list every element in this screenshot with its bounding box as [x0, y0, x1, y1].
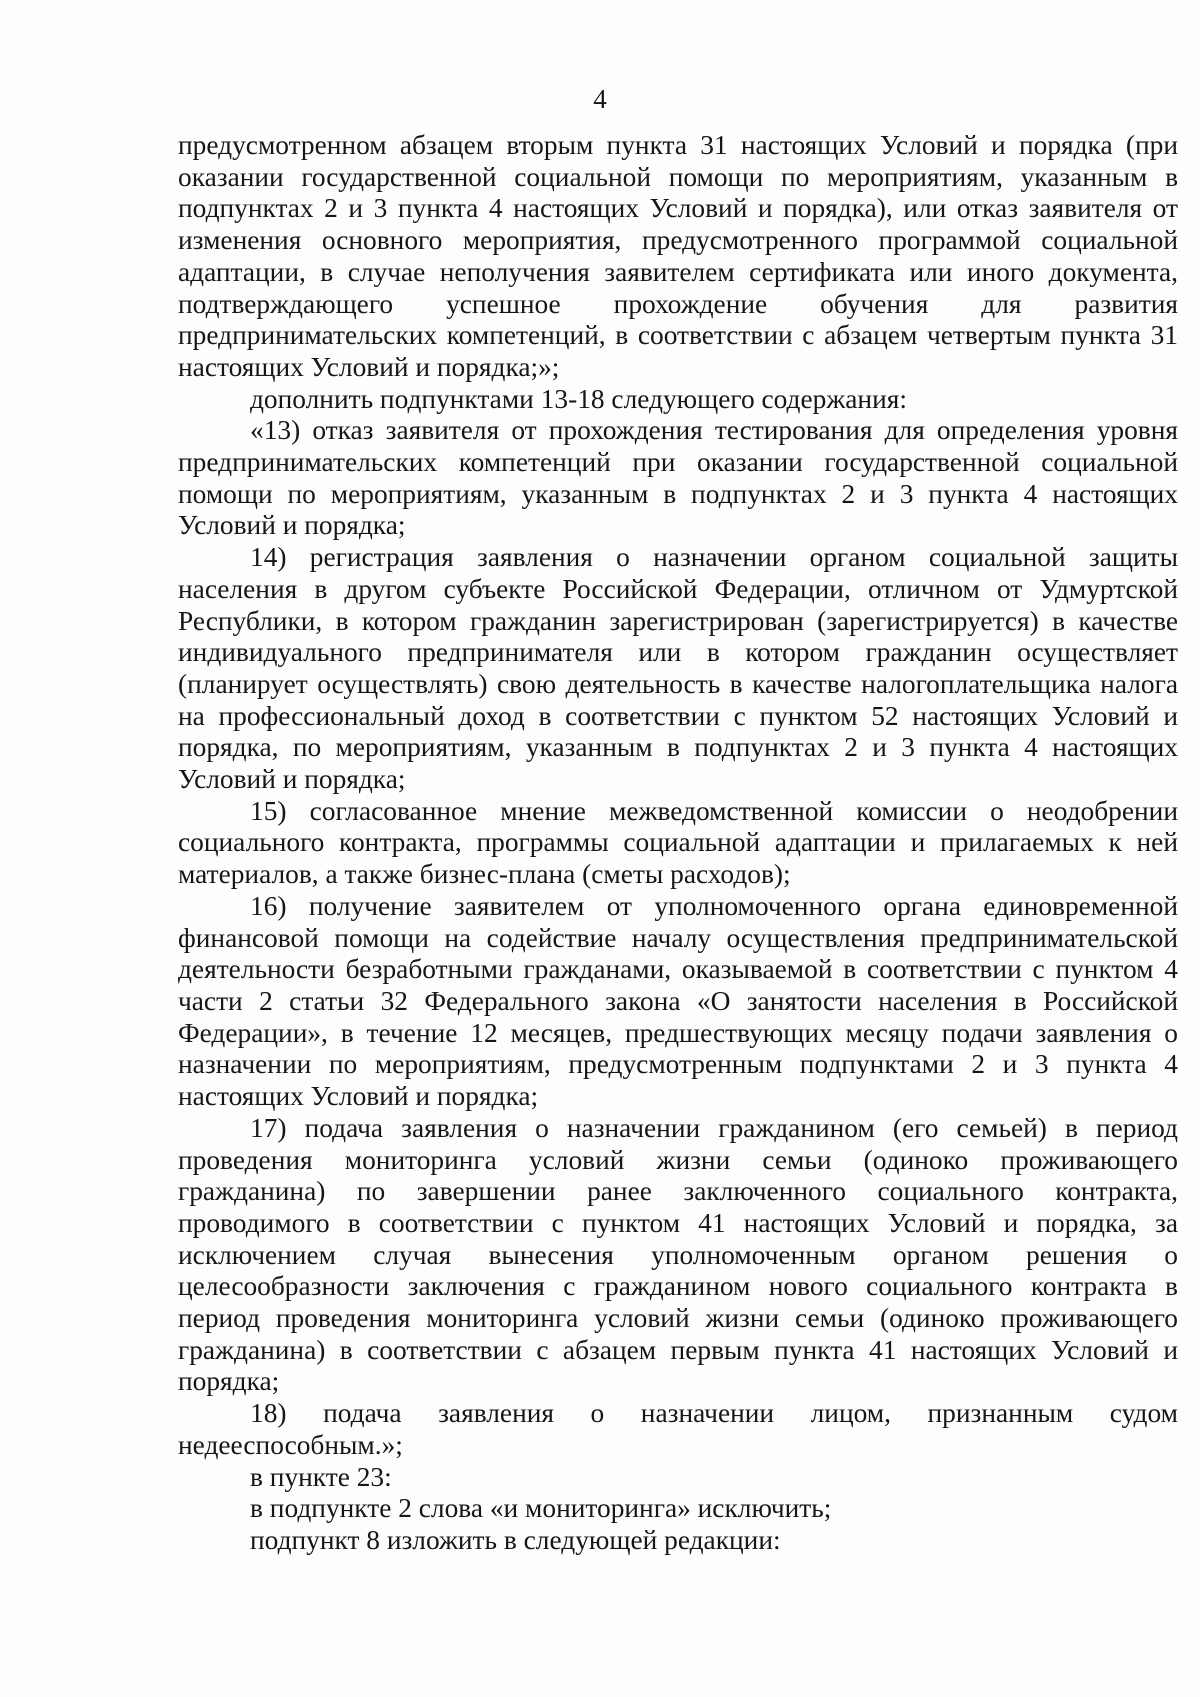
paragraph-subitem-15: 15) согласованное мнение межведомственной комиссии о неодобрении социального контракта, программы социальной адаптации и прилагаемых к ней материалов, а также бизнес-плана (сметы расходов); — [178, 795, 1178, 890]
paragraph-continuation: предусмотренном абзацем вторым пункта 31 настоящих Условий и порядка (при оказании государственной социальной помощи по мероприятиям, указанным в подпунктах 2 и 3 пункта 4 настоящих Условий и порядка), или отказ заявителя от изменения основного мероприятия, предусмотренного программой социальной адаптации, в случае неполучения заявителем сертификата или иного документа, подтверждающего успешное прохождение обучения для развития предпринимательских компетенций, в соответствии с абзацем четвертым пункта 31 настоящих Условий и порядка;»; — [178, 130, 1178, 382]
page-number: 4 — [593, 84, 607, 114]
paragraph-subitem-8-new-wording: подпункт 8 изложить в следующей редакции: — [250, 1524, 781, 1555]
paragraph-subitem-16: 16) получение заявителем от уполномоченного органа единовременной финансовой помощи на содействие началу осуществления предпринимательской деятельности безработными гражданами, оказываемой в соответствии с пунктом 4 части 2 статьи 32 Федерального закона «О занятости населения в Российской Федерации», в течение 12 месяцев, предшествующих месяцу подачи заявления о назначении по мероприятиям, предусмотренным подпунктами 2 и 3 пункта 4 настоящих Условий и порядка; — [178, 890, 1178, 1112]
paragraph-subitem-17: 17) подача заявления о назначении гражданином (его семьей) в период проведения мониторинга условий жизни семьи (одиноко проживающего гражданина) по завершении ранее заключенного социального контракта, проводимого в соответствии с пунктом 41 настоящих Условий и порядка, за исключением случая вынесения уполномоченным органом решения о целесообразности заключения с гражданином нового социального контракта в период проведения мониторинга условий жизни семьи (одиноко проживающего гражданина) в соответствии с абзацем первым пункта 41 настоящих Условий и порядка; — [178, 1112, 1178, 1397]
paragraph-item-23: в пункте 23: — [250, 1461, 392, 1492]
document-body — [178, 130, 1178, 1557]
paragraph-subitem-18: 18) подача заявления о назначении лицом, признанным судом недееспособным.»; — [178, 1398, 1178, 1460]
paragraph-add-subitems: дополнить подпунктами 13-18 следующего содержания: — [250, 383, 907, 414]
paragraph-subitem-2-change: в подпункте 2 слова «и мониторинга» исключить; — [250, 1493, 832, 1524]
paragraph-subitem-13: «13) отказ заявителя от прохождения тестирования для определения уровня предпринимательских компетенций при оказании государственной социальной помощи по мероприятиям, указанным в подпунктах 2 и 3 пункта 4 настоящих Условий и порядка; — [178, 415, 1178, 541]
paragraph-subitem-14: 14) регистрация заявления о назначении органом социальной защиты населения в другом субъекте Российской Федерации, отличном от Удмуртской Республики, в котором гражданин зарегистрирован (зарегистрируется) в качестве индивидуального предпринимателя или в котором гражданин осуществляет (планирует осуществлять) свою деятельность в качестве налогоплательщика налога на профессиональный доход в соответствии с пунктом 52 настоящих Условий и порядка, по мероприятиям, указанным в подпунктах 2 и 3 пункта 4 настоящих Условий и порядка; — [178, 542, 1178, 795]
